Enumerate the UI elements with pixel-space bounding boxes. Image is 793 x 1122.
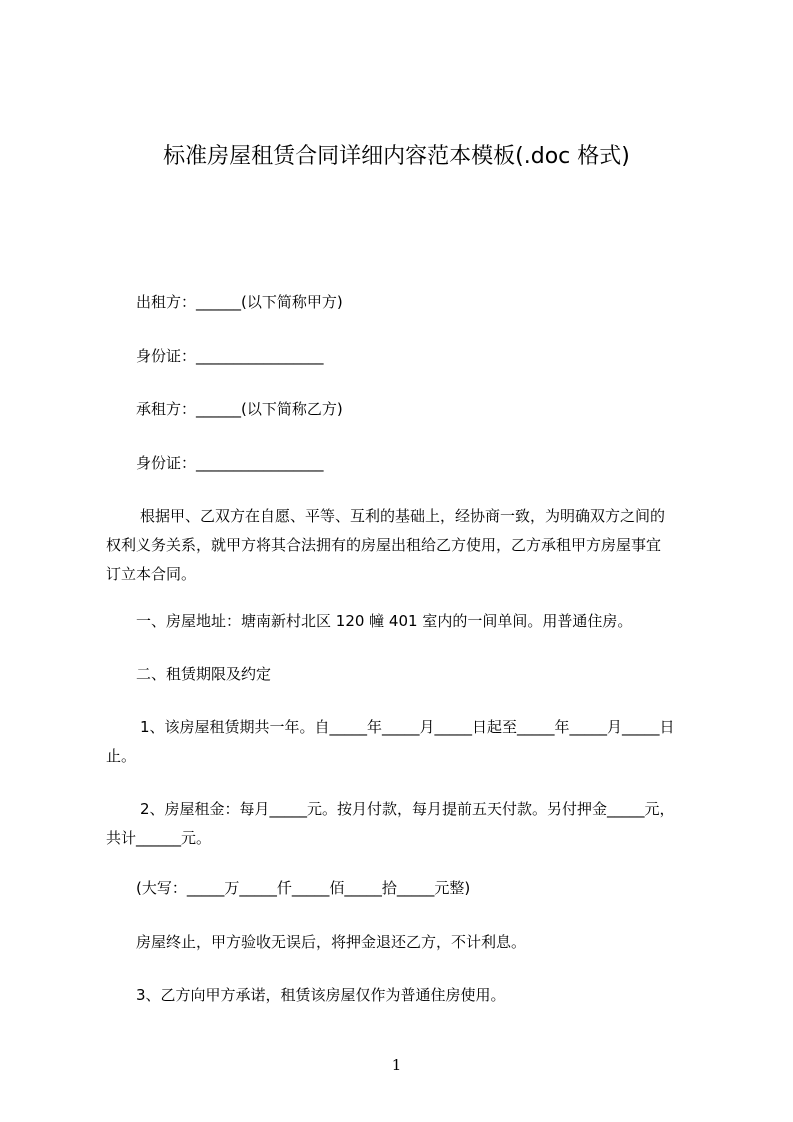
- preamble-line-3: 订立本合同。: [106, 565, 197, 583]
- clause-1-address: 一、房屋地址：塘南新村北区 120 幢 401 室内的一间单间。用普通住房。: [136, 612, 633, 630]
- preamble-paragraph: [106, 502, 665, 589]
- item-1-lease-term: [106, 713, 675, 771]
- item-3-usage: 3、乙方向甲方承诺，租赁该房屋仅作为普通住房使用。: [136, 986, 506, 1004]
- lessor-line: 出租方：______(以下简称甲方): [136, 293, 343, 311]
- lessee-line: 承租方：______(以下简称乙方): [136, 400, 343, 418]
- document-title: 标准房屋租赁合同详细内容范本模板(.doc 格式): [163, 144, 630, 169]
- lessor-id-line: 身份证：_________________: [136, 347, 324, 365]
- lessee-id-line: 身份证：_________________: [136, 454, 324, 472]
- amount-in-words: (大写：_____万_____仟_____佰_____拾_____元整): [136, 879, 471, 897]
- item-2-rent: [106, 795, 675, 853]
- clause-2-heading: 二、租赁期限及约定: [136, 665, 272, 683]
- preamble-line-2: 权利义务关系，就甲方将其合法拥有的房屋出租给乙方使用，乙方承租甲方房屋事宜: [106, 536, 662, 554]
- page-number: 1: [391, 1056, 402, 1074]
- deposit-refund-line: 房屋终止，甲方验收无误后，将押金退还乙方，不计利息。: [136, 933, 527, 951]
- preamble-line-1: 根据甲、乙双方在自愿、平等、互利的基础上，经协商一致，为明确双方之间的: [140, 507, 666, 525]
- item-2-line-1: 2、房屋租金：每月_____元。按月付款，每月提前五天付款。另付押金_____元，: [140, 800, 675, 818]
- item-1-line-2: 止。: [106, 747, 137, 765]
- item-1-line-1: 1、该房屋租赁期共一年。自_____年_____月_____日起至_____年_____月_____日: [140, 718, 675, 736]
- item-2-line-2: 共计______元。: [106, 829, 212, 847]
